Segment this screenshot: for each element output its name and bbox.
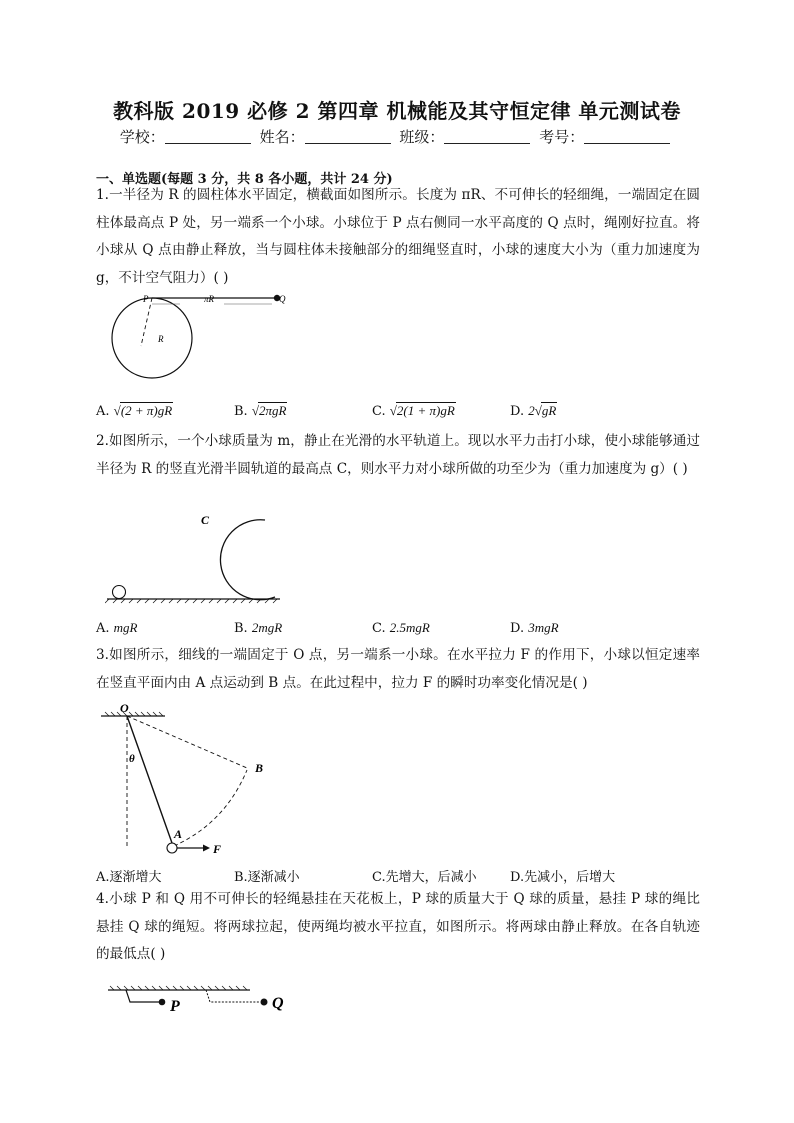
q1-option-d[interactable]: D. 2√gR [510, 403, 557, 419]
q1-option-c[interactable]: C. √2(1 + π)gR [372, 403, 455, 419]
q1-figure [100, 290, 300, 390]
q3-option-a[interactable]: A.逐渐增大 [96, 870, 162, 885]
student-info-line [0, 126, 794, 147]
class-blank[interactable] [444, 129, 530, 144]
label-o: O [120, 701, 129, 715]
q2-option-d[interactable]: D. 3mgR [510, 620, 559, 636]
section-heading: 一、单选题(每题 3 分，共 8 各小题，共计 24 分) [96, 172, 393, 187]
q3-figure [95, 698, 295, 863]
exam-number-blank[interactable] [584, 129, 670, 144]
string-oa [127, 716, 172, 843]
q2-option-c[interactable]: C. 2.5mgR [372, 620, 430, 636]
cylinder-circle [112, 298, 192, 378]
question-2-text: 2.如图所示，一个小球质量为 m，静止在光滑的水平轨道上。现以水平力击打小球，使小球能够通过半径为 R 的竖直光滑半圆轨道的最高点 C，则水平力对小球所做的功至少为（重力加速度为 g）( ) [96, 433, 700, 477]
label-q: Q [272, 995, 284, 1012]
semicircle-track [220, 520, 275, 600]
rope-q [206, 990, 260, 1002]
ball-p [159, 999, 166, 1006]
arc-ab [174, 770, 247, 846]
ball [113, 586, 126, 599]
label-p: P [170, 998, 180, 1015]
label-length: πR [204, 294, 215, 304]
label-c: C [201, 513, 210, 527]
exam-title: 教科版 2019 必修 2 第四章 机械能及其守恒定律 单元测试卷 [113, 99, 681, 123]
string-ob [127, 716, 247, 768]
school-label: 学校： [119, 128, 165, 146]
force-arrowhead [203, 845, 210, 852]
label-radius: R [158, 334, 164, 344]
school-blank[interactable] [165, 129, 251, 144]
name-blank[interactable] [305, 129, 391, 144]
q3-option-d[interactable]: D.先减小，后增大 [510, 870, 616, 885]
label-q: Q [279, 294, 286, 304]
radius-line [141, 298, 152, 346]
ball-a [167, 843, 177, 853]
q2-option-b[interactable]: B. 2mgR [234, 620, 283, 636]
label-b: B [255, 761, 264, 775]
class-label: 班级： [399, 128, 445, 146]
label-p: P [143, 294, 149, 304]
question-4-text: 4.小球 P 和 Q 用不可伸长的轻绳悬挂在天花板上，P 球的质量大于 Q 球的质量，悬挂 P 球的绳比悬挂 Q 球的绳短。将两球拉起，使两绳均被水平拉直，如图所示。将两球由静止释放。在各自轨迹的最低点( ) [96, 891, 700, 962]
name-label: 姓名： [259, 128, 305, 146]
q3-option-c[interactable]: C.先增大，后减小 [372, 870, 477, 885]
q3-option-b[interactable]: B.逐渐减小 [234, 870, 300, 885]
ball-q [261, 999, 268, 1006]
exam-number-label: 考号： [539, 128, 585, 146]
label-theta: θ [129, 753, 135, 765]
label-a: A [174, 827, 183, 841]
q2-figure [105, 508, 305, 608]
question-3-text: 3.如图所示，细线的一端固定于 O 点，另一端系一小球。在水平拉力 F 的作用下，小球以恒定速率在竖直平面内由 A 点运动到 B 点。在此过程中，拉力 F 的瞬时功率变化情况是( ) [96, 647, 700, 691]
label-f: F [213, 842, 222, 856]
rope-p [126, 990, 160, 1002]
q4-figure [100, 982, 300, 1022]
question-1-text: 1.一半径为 R 的圆柱体水平固定，横截面如图所示。长度为 πR、不可伸长的轻细绳，一端固定在圆柱体最高点 P 处，另一端系一个小球。小球位于 P 点右侧同一水平高度的 Q 点时，绳刚好拉直。将小球从 Q 点由静止释放，当与圆柱体未接触部分的细绳竖直时，小球的速度大小为（重力加速度为 g，不计空气阻力）( ) [96, 187, 700, 286]
q1-option-b[interactable]: B. √2πgR [234, 403, 287, 419]
q2-option-a[interactable]: A. mgR [96, 620, 138, 636]
q1-option-a[interactable]: A. √(2 + π)gR [96, 403, 173, 419]
